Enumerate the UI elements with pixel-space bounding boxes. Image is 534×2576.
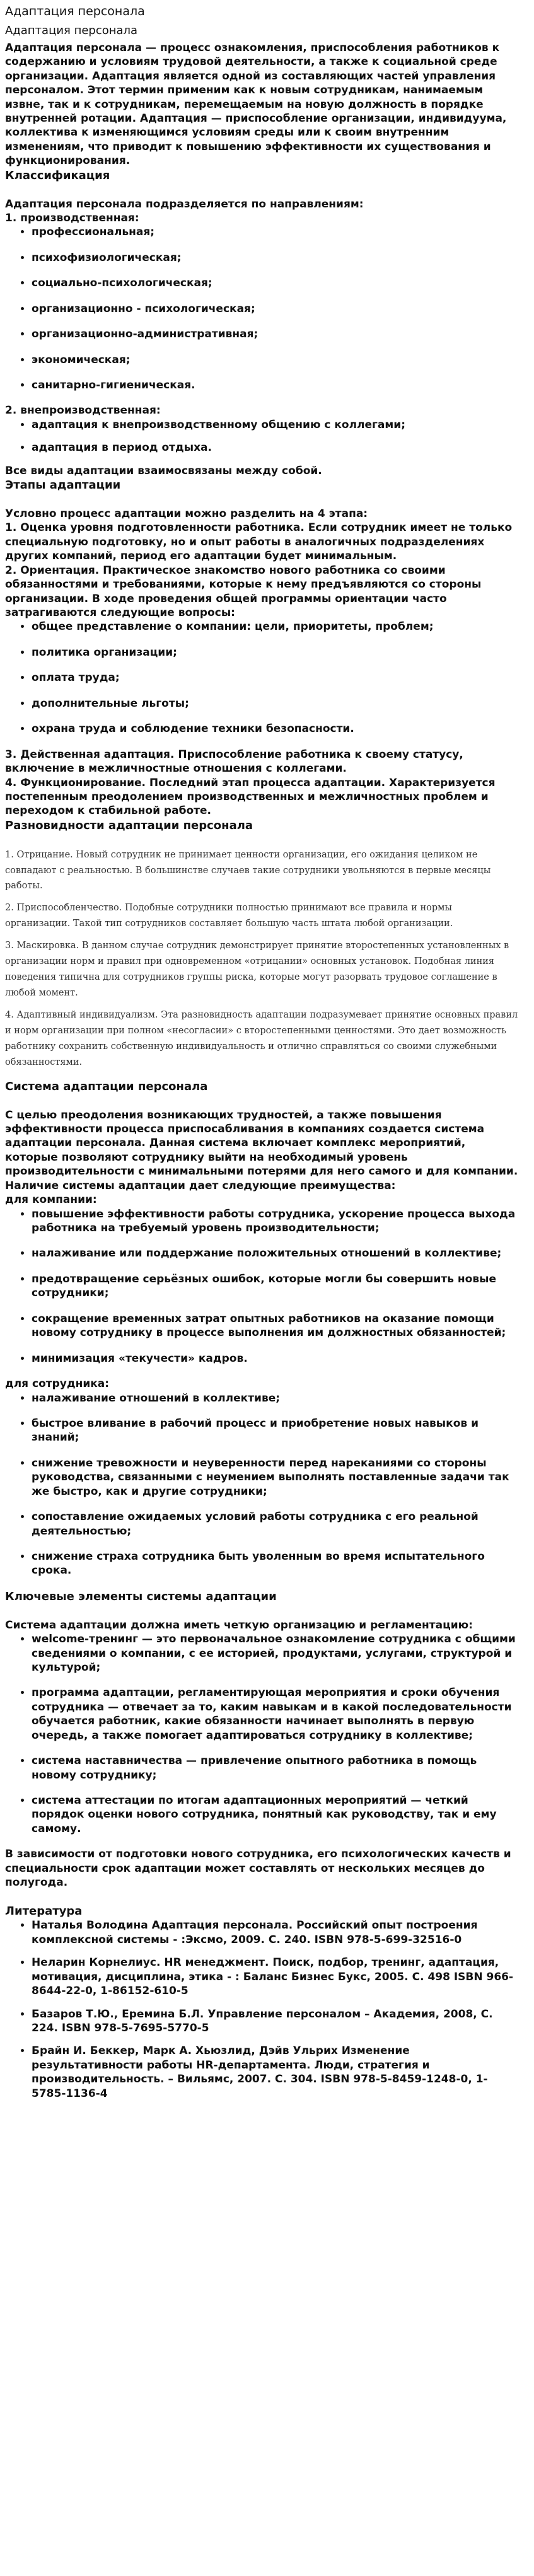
- literature-list: [5, 1918, 519, 2101]
- system-heading: Система адаптации персонала: [5, 1079, 208, 1093]
- classification-closing: Все виды адаптации взаимосвязаны между собой.: [5, 464, 322, 477]
- stage2-list: [5, 620, 519, 736]
- stage-3: 3. Действенная адаптация. Приспособление работника к своему статусу, включение в межличностные отношения с коллегами.: [5, 748, 463, 775]
- literature-heading: Литература: [5, 1904, 83, 1918]
- list-item: • предотвращение серьёзных ошибок, которые могли бы совершить новые сотрудники;: [32, 1272, 519, 1301]
- list-item: • профессиональная;: [32, 225, 519, 239]
- list-item: • налаживание или поддержание положительных отношений в коллективе;: [32, 1246, 519, 1260]
- for-employee-heading: для сотрудника:: [5, 1378, 110, 1391]
- list-item: • welcome-тренинг — это первоначальное ознакомление сотрудника с общими сведениями о компании, с ее историей, продуктами, услугами, структурой и культурой;: [32, 1632, 519, 1674]
- list-item: • повышение эффективности работы сотрудника, ускорение процесса выхода работника на требуемый уровень производительности;: [32, 1207, 519, 1236]
- group2-heading: 2. внепроизводственная:: [5, 404, 161, 417]
- list-item: • дополнительные льготы;: [32, 697, 519, 711]
- list-item: • политика организации;: [32, 646, 519, 659]
- list-item: • адаптация к внепроизводственному общению с коллегами;: [32, 418, 519, 432]
- classification-heading: Классификация: [5, 168, 110, 182]
- list-item: • минимизация «текучести» кадров.: [32, 1352, 519, 1366]
- stages-lead: Условно процесс адаптации можно разделить на 4 этапа:: [5, 507, 368, 520]
- elements-heading: Ключевые элементы системы адаптации: [5, 1589, 277, 1603]
- list-item: • общее представление о компании: цели, приоритеты, проблем;: [32, 620, 519, 634]
- list-item: • снижение страха сотрудника быть уволенным во время испытательного срока.: [32, 1550, 519, 1578]
- list-item: • адаптация в период отдыха.: [32, 441, 519, 455]
- list-item: • психофизиологическая;: [32, 251, 519, 265]
- list-item: • налаживание отношений в коллективе;: [32, 1391, 519, 1405]
- list-item: • быстрое вливание в рабочий процесс и приобретение новых навыков и знаний;: [32, 1417, 519, 1445]
- stage-2: 2. Ориентация. Практическое знакомство нового работника со своими обязанностями и требованиями, которые к нему предъявляются со стороны организации. В ходе проведения общей программы ориентации часто затрагиваются следующие вопросы:: [5, 564, 482, 620]
- elements-list: [5, 1632, 519, 1836]
- stages-heading: Этапы адаптации: [5, 479, 121, 492]
- variety-item: 3. Маскировка. В данном случае сотрудник демонстрирует принятие второстепенных установленных в организации норм и правил при одновременном «отрицании» основных установок. Подобная линия поведения типична для сотрудников группы риска, которые могут разорвать трудовое соглашение в любой момент.: [5, 941, 509, 999]
- list-item: • система аттестации по итогам адаптационных мероприятий — четкий порядок оценки нового сотрудника, понятный как руководству, так и ему самому.: [32, 1794, 519, 1836]
- stage-1: 1. Оценка уровня подготовленности работника. Если сотрудник имеет не только специальную подготовку, но и опыт работы в аналогичных подразделениях других компаний, период его адаптации будет минимальным.: [5, 521, 513, 563]
- page-title: Адаптация персонала: [5, 4, 145, 18]
- list-item: • организационно - психологическая;: [32, 302, 519, 316]
- varieties-block: [5, 847, 519, 1070]
- literature-item: • Базаров Т.Ю., Еремина Б.Л. Управление персоналом – Академия, 2008, С. 224. ISBN 978-5-7695-5770-5: [32, 2007, 519, 2036]
- employee-list: [5, 1391, 519, 1578]
- classification-lead: Адаптация персонала подразделяется по направлениям:: [5, 197, 364, 211]
- variety-item: 1. Отрицание. Новый сотрудник не принимает ценности организации, его ожидания целиком не совпадают с реальностью. В большинстве случаев такие сотрудники увольняются в первые месяцы работы.: [5, 849, 491, 891]
- system-advantages: Наличие системы адаптации дает следующие преимущества:: [5, 1179, 396, 1192]
- literature-item: • Неларин Корнелиус. HR менеджмент. Поиск, подбор, тренинг, адаптация, мотивация, дисциплина, этика - : Баланс Бизнес Букс, 2005. С. 498 ISBN 966-8644-22-0, 1-86152-610-5: [32, 1956, 519, 1998]
- stage-4: 4. Функционирование. Последний этап процесса адаптации. Характеризуется постепенным преодолением производственных и межличностных проблем и переходом к стабильной работе.: [5, 776, 496, 818]
- list-item: • социально-психологическая;: [32, 276, 519, 290]
- variety-item: 4. Адаптивный индивидуализм. Эта разновидность адаптации подразумевает принятие основных правил и норм организации при полном «несогласии» с второстепенными ценностями. Это дает возможность работнику сохранить собственную индивидуальность и отлично справляться со своими служебными обязанностями.: [5, 1010, 518, 1067]
- page-subtitle: Адаптация персонала: [5, 24, 138, 38]
- for-company-heading: для компании:: [5, 1193, 97, 1207]
- list-item: • оплата труда;: [32, 671, 519, 685]
- intro-paragraph: Адаптация персонала — процесс ознакомления, приспособления работников к содержанию и условиям трудовой деятельности, а также к социальной среде организации. Адаптация является одной из составляющих частей управления персоналом. Этот термин применим как к новым сотрудникам, нанимаемым извне, так и к сотрудникам, перемещаемым на новую должность в порядке внутренней ротации. Адаптация — приспособление организации, индивидуума, коллектива к изменяющимся условиям среды или к своим внутренним изменениям, что приводит к повышению эффективности их существования и функционирования.: [5, 41, 507, 168]
- list-item: • система наставничества — привлечение опытного работника в помощь новому сотруднику;: [32, 1754, 519, 1782]
- group1-heading: 1. производственная:: [5, 211, 139, 224]
- list-item: • программа адаптации, регламентирующая мероприятия и сроки обучения сотрудника — отвечает за то, каким навыкам и в какой последовательности обучается работник, какие обязанности начинает выполнять в первую очередь, а также помогает адаптироваться сотруднику в коллективе;: [32, 1686, 519, 1743]
- list-item: • организационно-административная;: [32, 327, 519, 341]
- variety-item: 2. Приспособленчество. Подобные сотрудники полностью принимают все правила и нормы организации. Такой тип сотрудников составляет большую часть штата любой организации.: [5, 903, 453, 929]
- list-item: • снижение тревожности и неуверенности перед нареканиями со стороны руководства, связанными с неумением выполнять поставленные задачи так же быстро, как и другие сотрудники;: [32, 1456, 519, 1499]
- elements-lead: Система адаптации должна иметь четкую организацию и регламентацию:: [5, 1618, 473, 1632]
- list-item: • сопоставление ожидаемых условий работы сотрудника с его реальной деятельностью;: [32, 1510, 519, 1538]
- group2-list: [5, 418, 519, 455]
- list-item: • санитарно-гигиеническая.: [32, 378, 519, 392]
- list-item: • экономическая;: [32, 353, 519, 367]
- company-list: [5, 1207, 519, 1366]
- system-lead: С целью преодоления возникающих трудностей, а также повышения эффективности процесса приспосабливания в компаниях создается система адаптации персонала. Данная система включает комплекс мероприятий, которые позволяют сотруднику выйти на необходимый уровень производительности с минимальными потерями для него самого и для компании.: [5, 1108, 518, 1178]
- elements-closing: В зависимости от подготовки нового сотрудника, его психологических качеств и специальности срок адаптации может составлять от нескольких месяцев до полугода.: [5, 1848, 511, 1889]
- list-item: • сокращение временных затрат опытных работников на оказание помощи новому сотруднику в процессе выполнения им должностных обязанностей;: [32, 1312, 519, 1340]
- list-item: • охрана труда и соблюдение техники безопасности.: [32, 722, 519, 736]
- group1-list: [5, 225, 519, 392]
- literature-item: • Брайн И. Беккер, Марк А. Хьюзлид, Дэйв Ульрих Изменение результативности работы HR-департамента. Люди, стратегия и производительность. – Вильямс, 2007. С. 304. ISBN 978-5-8459-1248-0, 1-5785-1136-4: [32, 2044, 519, 2101]
- literature-item: • Наталья Володина Адаптация персонала. Российский опыт построения комплексной системы - :Эксмо, 2009. С. 240. ISBN 978-5-699-32516-0: [32, 1918, 519, 1947]
- varieties-heading: Разновидности адаптации персонала: [5, 818, 253, 832]
